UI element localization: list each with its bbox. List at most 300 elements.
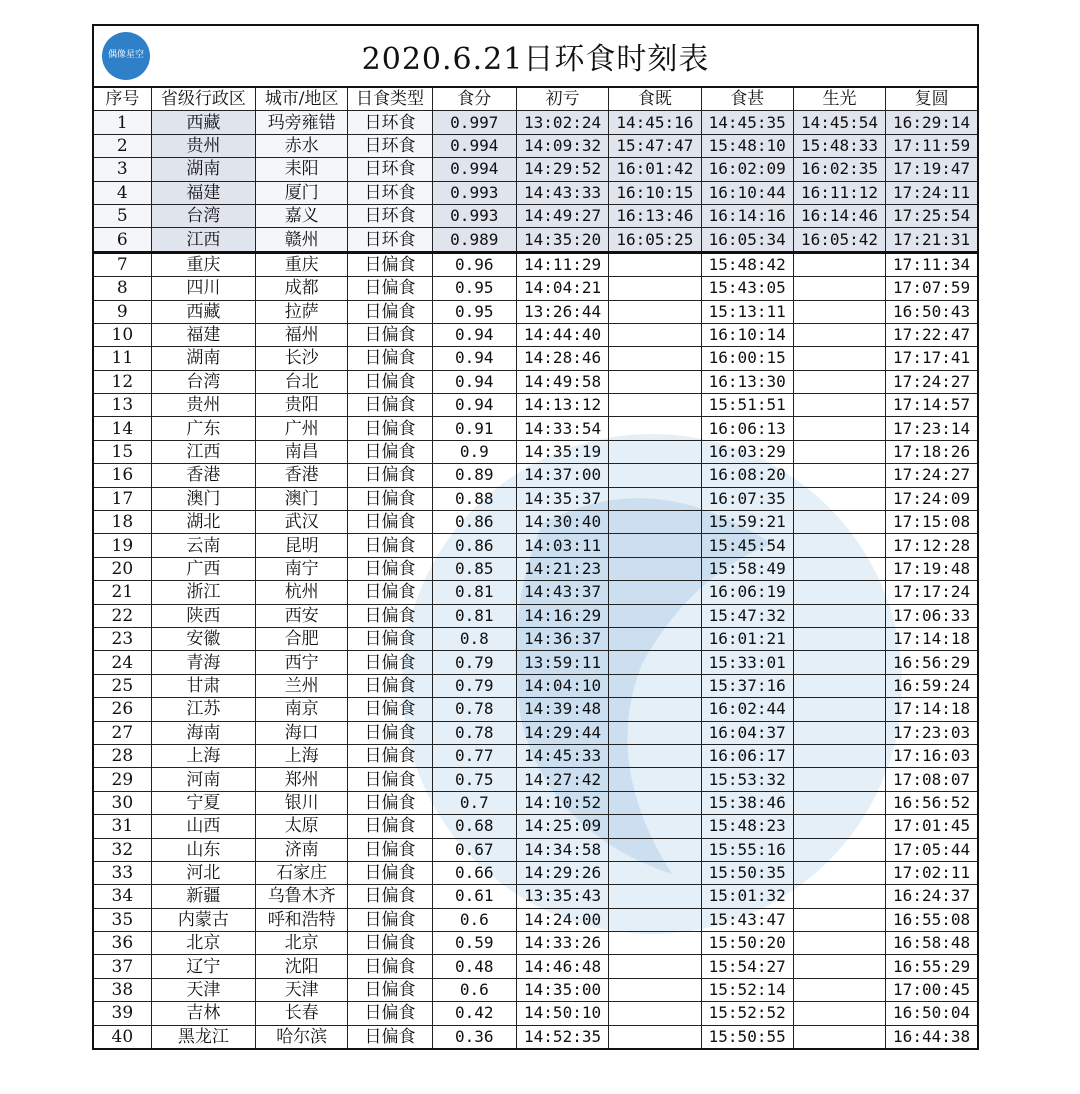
header-province: 省级行政区 xyxy=(151,87,255,111)
cell-third-contact xyxy=(793,394,885,417)
header-index: 序号 xyxy=(93,87,151,111)
header-third-contact: 生光 xyxy=(793,87,885,111)
cell-third-contact xyxy=(793,252,885,276)
cell-index: 30 xyxy=(93,791,151,814)
cell-maximum: 15:38:46 xyxy=(701,791,793,814)
header-eclipse-type: 日食类型 xyxy=(348,87,432,111)
cell-eclipse-type: 日偏食 xyxy=(348,347,432,370)
table-row xyxy=(93,300,978,323)
cell-province: 辽宁 xyxy=(151,955,255,978)
cell-eclipse-type: 日偏食 xyxy=(348,1002,432,1025)
cell-eclipse-type: 日偏食 xyxy=(348,838,432,861)
cell-magnitude: 0.91 xyxy=(432,417,516,440)
cell-province: 山西 xyxy=(151,815,255,838)
cell-city: 嘉义 xyxy=(256,204,348,227)
table-row xyxy=(93,932,978,955)
cell-second-contact: 16:05:25 xyxy=(609,228,701,252)
table-row xyxy=(93,252,978,276)
cell-city: 厦门 xyxy=(256,181,348,204)
cell-magnitude: 0.75 xyxy=(432,768,516,791)
cell-last-contact: 16:50:04 xyxy=(886,1002,978,1025)
cell-maximum: 15:50:20 xyxy=(701,932,793,955)
cell-third-contact xyxy=(793,511,885,534)
table-row xyxy=(93,534,978,557)
cell-magnitude: 0.94 xyxy=(432,394,516,417)
cell-province: 西藏 xyxy=(151,111,255,134)
cell-city: 西宁 xyxy=(256,651,348,674)
cell-first-contact: 14:28:46 xyxy=(516,347,608,370)
cell-magnitude: 0.6 xyxy=(432,908,516,931)
cell-eclipse-type: 日偏食 xyxy=(348,534,432,557)
cell-third-contact: 16:14:46 xyxy=(793,204,885,227)
cell-province: 江西 xyxy=(151,228,255,252)
cell-city: 南昌 xyxy=(256,440,348,463)
cell-last-contact: 16:56:52 xyxy=(886,791,978,814)
cell-province: 贵州 xyxy=(151,134,255,157)
cell-last-contact: 16:24:37 xyxy=(886,885,978,908)
cell-maximum: 16:06:19 xyxy=(701,581,793,604)
cell-index: 3 xyxy=(93,158,151,181)
cell-last-contact: 16:56:29 xyxy=(886,651,978,674)
cell-last-contact: 16:58:48 xyxy=(886,932,978,955)
cell-magnitude: 0.68 xyxy=(432,815,516,838)
cell-last-contact: 17:24:27 xyxy=(886,464,978,487)
cell-third-contact xyxy=(793,651,885,674)
cell-maximum: 15:48:42 xyxy=(701,252,793,276)
table-row xyxy=(93,394,978,417)
cell-eclipse-type: 日环食 xyxy=(348,204,432,227)
eclipse-table xyxy=(92,86,979,1050)
cell-index: 22 xyxy=(93,604,151,627)
cell-eclipse-type: 日偏食 xyxy=(348,252,432,276)
cell-index: 15 xyxy=(93,440,151,463)
cell-city: 南宁 xyxy=(256,557,348,580)
header-second-contact: 食既 xyxy=(609,87,701,111)
cell-first-contact: 14:37:00 xyxy=(516,464,608,487)
cell-eclipse-type: 日偏食 xyxy=(348,1025,432,1049)
cell-magnitude: 0.59 xyxy=(432,932,516,955)
cell-city: 赣州 xyxy=(256,228,348,252)
cell-last-contact: 17:23:03 xyxy=(886,721,978,744)
table-body xyxy=(93,111,978,1049)
cell-maximum: 15:43:05 xyxy=(701,277,793,300)
cell-index: 24 xyxy=(93,651,151,674)
cell-third-contact xyxy=(793,768,885,791)
cell-first-contact: 14:45:33 xyxy=(516,744,608,767)
cell-eclipse-type: 日偏食 xyxy=(348,440,432,463)
cell-index: 13 xyxy=(93,394,151,417)
cell-second-contact xyxy=(609,300,701,323)
cell-eclipse-type: 日偏食 xyxy=(348,768,432,791)
cell-maximum: 15:48:23 xyxy=(701,815,793,838)
cell-magnitude: 0.9 xyxy=(432,440,516,463)
table-row xyxy=(93,111,978,134)
cell-second-contact xyxy=(609,627,701,650)
table-row xyxy=(93,204,978,227)
cell-province: 西藏 xyxy=(151,300,255,323)
cell-magnitude: 0.94 xyxy=(432,323,516,346)
table-row xyxy=(93,698,978,721)
cell-second-contact xyxy=(609,557,701,580)
cell-city: 广州 xyxy=(256,417,348,440)
table-row xyxy=(93,627,978,650)
cell-last-contact: 17:21:31 xyxy=(886,228,978,252)
cell-index: 6 xyxy=(93,228,151,252)
cell-last-contact: 17:14:18 xyxy=(886,627,978,650)
cell-first-contact: 14:10:52 xyxy=(516,791,608,814)
cell-third-contact xyxy=(793,300,885,323)
cell-third-contact xyxy=(793,370,885,393)
cell-city: 耒阳 xyxy=(256,158,348,181)
cell-index: 28 xyxy=(93,744,151,767)
cell-city: 济南 xyxy=(256,838,348,861)
table-row xyxy=(93,181,978,204)
cell-city: 杭州 xyxy=(256,581,348,604)
cell-maximum: 16:00:15 xyxy=(701,347,793,370)
table-row xyxy=(93,768,978,791)
cell-first-contact: 14:35:20 xyxy=(516,228,608,252)
cell-city: 台北 xyxy=(256,370,348,393)
cell-magnitude: 0.994 xyxy=(432,158,516,181)
cell-magnitude: 0.95 xyxy=(432,300,516,323)
cell-first-contact: 14:27:42 xyxy=(516,768,608,791)
cell-first-contact: 14:36:37 xyxy=(516,627,608,650)
cell-province: 重庆 xyxy=(151,252,255,276)
header-last-contact: 复圆 xyxy=(886,87,978,111)
cell-first-contact: 13:35:43 xyxy=(516,885,608,908)
cell-maximum: 16:04:37 xyxy=(701,721,793,744)
cell-index: 7 xyxy=(93,252,151,276)
cell-third-contact: 15:48:33 xyxy=(793,134,885,157)
cell-magnitude: 0.66 xyxy=(432,861,516,884)
cell-city: 太原 xyxy=(256,815,348,838)
cell-eclipse-type: 日环食 xyxy=(348,228,432,252)
table-row xyxy=(93,744,978,767)
cell-province: 云南 xyxy=(151,534,255,557)
cell-magnitude: 0.89 xyxy=(432,464,516,487)
cell-last-contact: 17:06:33 xyxy=(886,604,978,627)
cell-maximum: 15:37:16 xyxy=(701,674,793,697)
cell-province: 湖南 xyxy=(151,347,255,370)
cell-second-contact xyxy=(609,721,701,744)
cell-city: 沈阳 xyxy=(256,955,348,978)
cell-third-contact xyxy=(793,744,885,767)
cell-index: 38 xyxy=(93,978,151,1001)
cell-index: 33 xyxy=(93,861,151,884)
cell-maximum: 16:02:09 xyxy=(701,158,793,181)
cell-last-contact: 17:17:24 xyxy=(886,581,978,604)
cell-maximum: 16:08:20 xyxy=(701,464,793,487)
logo-icon xyxy=(102,32,150,80)
cell-last-contact: 17:23:14 xyxy=(886,417,978,440)
cell-first-contact: 13:02:24 xyxy=(516,111,608,134)
cell-index: 26 xyxy=(93,698,151,721)
cell-second-contact xyxy=(609,394,701,417)
cell-province: 贵州 xyxy=(151,394,255,417)
cell-last-contact: 17:15:08 xyxy=(886,511,978,534)
cell-magnitude: 0.79 xyxy=(432,651,516,674)
cell-province: 台湾 xyxy=(151,370,255,393)
cell-index: 19 xyxy=(93,534,151,557)
cell-city: 南京 xyxy=(256,698,348,721)
cell-province: 四川 xyxy=(151,277,255,300)
cell-city: 合肥 xyxy=(256,627,348,650)
cell-maximum: 15:51:51 xyxy=(701,394,793,417)
cell-last-contact: 17:19:48 xyxy=(886,557,978,580)
cell-maximum: 16:03:29 xyxy=(701,440,793,463)
cell-third-contact xyxy=(793,487,885,510)
table-row xyxy=(93,791,978,814)
cell-province: 甘肃 xyxy=(151,674,255,697)
cell-last-contact: 16:55:08 xyxy=(886,908,978,931)
cell-province: 上海 xyxy=(151,744,255,767)
cell-third-contact xyxy=(793,534,885,557)
cell-city: 拉萨 xyxy=(256,300,348,323)
cell-maximum: 14:45:35 xyxy=(701,111,793,134)
cell-magnitude: 0.77 xyxy=(432,744,516,767)
cell-magnitude: 0.86 xyxy=(432,511,516,534)
cell-maximum: 16:10:44 xyxy=(701,181,793,204)
cell-magnitude: 0.94 xyxy=(432,347,516,370)
cell-magnitude: 0.6 xyxy=(432,978,516,1001)
cell-city: 玛旁雍错 xyxy=(256,111,348,134)
cell-third-contact xyxy=(793,581,885,604)
cell-index: 20 xyxy=(93,557,151,580)
cell-third-contact: 14:45:54 xyxy=(793,111,885,134)
cell-first-contact: 14:16:29 xyxy=(516,604,608,627)
cell-province: 河南 xyxy=(151,768,255,791)
cell-province: 天津 xyxy=(151,978,255,1001)
cell-province: 河北 xyxy=(151,861,255,884)
cell-eclipse-type: 日偏食 xyxy=(348,978,432,1001)
cell-city: 郑州 xyxy=(256,768,348,791)
cell-eclipse-type: 日环食 xyxy=(348,158,432,181)
cell-eclipse-type: 日偏食 xyxy=(348,721,432,744)
cell-maximum: 16:13:30 xyxy=(701,370,793,393)
cell-last-contact: 17:14:57 xyxy=(886,394,978,417)
cell-index: 25 xyxy=(93,674,151,697)
cell-city: 香港 xyxy=(256,464,348,487)
cell-maximum: 15:01:32 xyxy=(701,885,793,908)
cell-second-contact xyxy=(609,252,701,276)
cell-eclipse-type: 日偏食 xyxy=(348,861,432,884)
cell-magnitude: 0.86 xyxy=(432,534,516,557)
table-row xyxy=(93,955,978,978)
cell-magnitude: 0.88 xyxy=(432,487,516,510)
cell-maximum: 15:58:49 xyxy=(701,557,793,580)
cell-third-contact xyxy=(793,955,885,978)
cell-index: 36 xyxy=(93,932,151,955)
cell-second-contact xyxy=(609,885,701,908)
cell-eclipse-type: 日偏食 xyxy=(348,955,432,978)
cell-last-contact: 16:44:38 xyxy=(886,1025,978,1049)
cell-city: 上海 xyxy=(256,744,348,767)
cell-third-contact xyxy=(793,815,885,838)
cell-second-contact xyxy=(609,440,701,463)
cell-eclipse-type: 日偏食 xyxy=(348,394,432,417)
cell-second-contact: 16:01:42 xyxy=(609,158,701,181)
cell-magnitude: 0.7 xyxy=(432,791,516,814)
cell-third-contact xyxy=(793,885,885,908)
cell-eclipse-type: 日偏食 xyxy=(348,417,432,440)
cell-third-contact xyxy=(793,557,885,580)
cell-city: 福州 xyxy=(256,323,348,346)
cell-first-contact: 14:52:35 xyxy=(516,1025,608,1049)
cell-first-contact: 14:25:09 xyxy=(516,815,608,838)
cell-province: 湖北 xyxy=(151,511,255,534)
cell-maximum: 16:02:44 xyxy=(701,698,793,721)
cell-province: 青海 xyxy=(151,651,255,674)
cell-index: 4 xyxy=(93,181,151,204)
cell-eclipse-type: 日偏食 xyxy=(348,651,432,674)
cell-last-contact: 17:24:09 xyxy=(886,487,978,510)
cell-eclipse-type: 日偏食 xyxy=(348,511,432,534)
cell-magnitude: 0.993 xyxy=(432,181,516,204)
cell-maximum: 15:43:47 xyxy=(701,908,793,931)
cell-index: 11 xyxy=(93,347,151,370)
cell-first-contact: 14:44:40 xyxy=(516,323,608,346)
cell-third-contact xyxy=(793,721,885,744)
cell-maximum: 15:45:54 xyxy=(701,534,793,557)
cell-index: 8 xyxy=(93,277,151,300)
cell-city: 海口 xyxy=(256,721,348,744)
cell-magnitude: 0.79 xyxy=(432,674,516,697)
cell-index: 23 xyxy=(93,627,151,650)
cell-city: 哈尔滨 xyxy=(256,1025,348,1049)
table-row xyxy=(93,417,978,440)
cell-index: 5 xyxy=(93,204,151,227)
cell-second-contact: 14:45:16 xyxy=(609,111,701,134)
cell-second-contact xyxy=(609,323,701,346)
cell-last-contact: 17:16:03 xyxy=(886,744,978,767)
cell-maximum: 15:59:21 xyxy=(701,511,793,534)
cell-eclipse-type: 日偏食 xyxy=(348,464,432,487)
cell-first-contact: 14:03:11 xyxy=(516,534,608,557)
table-row xyxy=(93,277,978,300)
cell-index: 9 xyxy=(93,300,151,323)
cell-magnitude: 0.78 xyxy=(432,698,516,721)
cell-first-contact: 14:43:37 xyxy=(516,581,608,604)
table-row xyxy=(93,861,978,884)
cell-first-contact: 14:35:19 xyxy=(516,440,608,463)
cell-last-contact: 17:11:59 xyxy=(886,134,978,157)
cell-first-contact: 14:04:10 xyxy=(516,674,608,697)
cell-magnitude: 0.8 xyxy=(432,627,516,650)
header-maximum: 食甚 xyxy=(701,87,793,111)
cell-first-contact: 14:29:52 xyxy=(516,158,608,181)
cell-city: 成都 xyxy=(256,277,348,300)
table-row xyxy=(93,487,978,510)
table-row xyxy=(93,651,978,674)
cell-magnitude: 0.61 xyxy=(432,885,516,908)
cell-magnitude: 0.36 xyxy=(432,1025,516,1049)
cell-third-contact xyxy=(793,1025,885,1049)
cell-first-contact: 14:11:29 xyxy=(516,252,608,276)
cell-first-contact: 14:30:40 xyxy=(516,511,608,534)
cell-province: 江苏 xyxy=(151,698,255,721)
cell-first-contact: 14:50:10 xyxy=(516,1002,608,1025)
cell-index: 12 xyxy=(93,370,151,393)
cell-first-contact: 13:26:44 xyxy=(516,300,608,323)
cell-second-contact: 15:47:47 xyxy=(609,134,701,157)
cell-first-contact: 13:59:11 xyxy=(516,651,608,674)
cell-maximum: 16:01:21 xyxy=(701,627,793,650)
cell-maximum: 16:06:13 xyxy=(701,417,793,440)
cell-last-contact: 17:11:34 xyxy=(886,252,978,276)
cell-last-contact: 17:07:59 xyxy=(886,277,978,300)
cell-eclipse-type: 日偏食 xyxy=(348,370,432,393)
cell-maximum: 15:52:52 xyxy=(701,1002,793,1025)
table-row xyxy=(93,581,978,604)
cell-city: 北京 xyxy=(256,932,348,955)
cell-second-contact xyxy=(609,370,701,393)
cell-magnitude: 0.994 xyxy=(432,134,516,157)
cell-last-contact: 17:24:11 xyxy=(886,181,978,204)
cell-first-contact: 14:33:26 xyxy=(516,932,608,955)
cell-first-contact: 14:29:44 xyxy=(516,721,608,744)
cell-province: 福建 xyxy=(151,181,255,204)
cell-second-contact xyxy=(609,1025,701,1049)
cell-third-contact xyxy=(793,861,885,884)
cell-province: 浙江 xyxy=(151,581,255,604)
cell-first-contact: 14:35:37 xyxy=(516,487,608,510)
cell-third-contact xyxy=(793,464,885,487)
cell-eclipse-type: 日偏食 xyxy=(348,698,432,721)
cell-magnitude: 0.94 xyxy=(432,370,516,393)
cell-first-contact: 14:09:32 xyxy=(516,134,608,157)
cell-eclipse-type: 日偏食 xyxy=(348,815,432,838)
cell-city: 兰州 xyxy=(256,674,348,697)
cell-last-contact: 17:17:41 xyxy=(886,347,978,370)
cell-first-contact: 14:35:00 xyxy=(516,978,608,1001)
table-row xyxy=(93,604,978,627)
cell-second-contact xyxy=(609,347,701,370)
cell-first-contact: 14:24:00 xyxy=(516,908,608,931)
cell-eclipse-type: 日偏食 xyxy=(348,604,432,627)
cell-province: 北京 xyxy=(151,932,255,955)
cell-index: 37 xyxy=(93,955,151,978)
table-row xyxy=(93,158,978,181)
cell-maximum: 16:07:35 xyxy=(701,487,793,510)
cell-third-contact xyxy=(793,978,885,1001)
cell-city: 重庆 xyxy=(256,252,348,276)
title-bar xyxy=(92,24,979,86)
cell-eclipse-type: 日偏食 xyxy=(348,885,432,908)
cell-index: 32 xyxy=(93,838,151,861)
cell-first-contact: 14:46:48 xyxy=(516,955,608,978)
header-city: 城市/地区 xyxy=(256,87,348,111)
cell-second-contact xyxy=(609,908,701,931)
cell-third-contact: 16:05:42 xyxy=(793,228,885,252)
cell-province: 湖南 xyxy=(151,158,255,181)
cell-third-contact: 16:11:12 xyxy=(793,181,885,204)
cell-magnitude: 0.81 xyxy=(432,604,516,627)
table-row xyxy=(93,815,978,838)
cell-last-contact: 17:05:44 xyxy=(886,838,978,861)
cell-province: 澳门 xyxy=(151,487,255,510)
cell-second-contact xyxy=(609,744,701,767)
cell-index: 29 xyxy=(93,768,151,791)
cell-eclipse-type: 日偏食 xyxy=(348,487,432,510)
cell-province: 台湾 xyxy=(151,204,255,227)
table-row xyxy=(93,228,978,252)
cell-third-contact xyxy=(793,932,885,955)
cell-last-contact: 16:59:24 xyxy=(886,674,978,697)
cell-index: 14 xyxy=(93,417,151,440)
cell-first-contact: 14:29:26 xyxy=(516,861,608,884)
cell-second-contact xyxy=(609,511,701,534)
cell-city: 长沙 xyxy=(256,347,348,370)
